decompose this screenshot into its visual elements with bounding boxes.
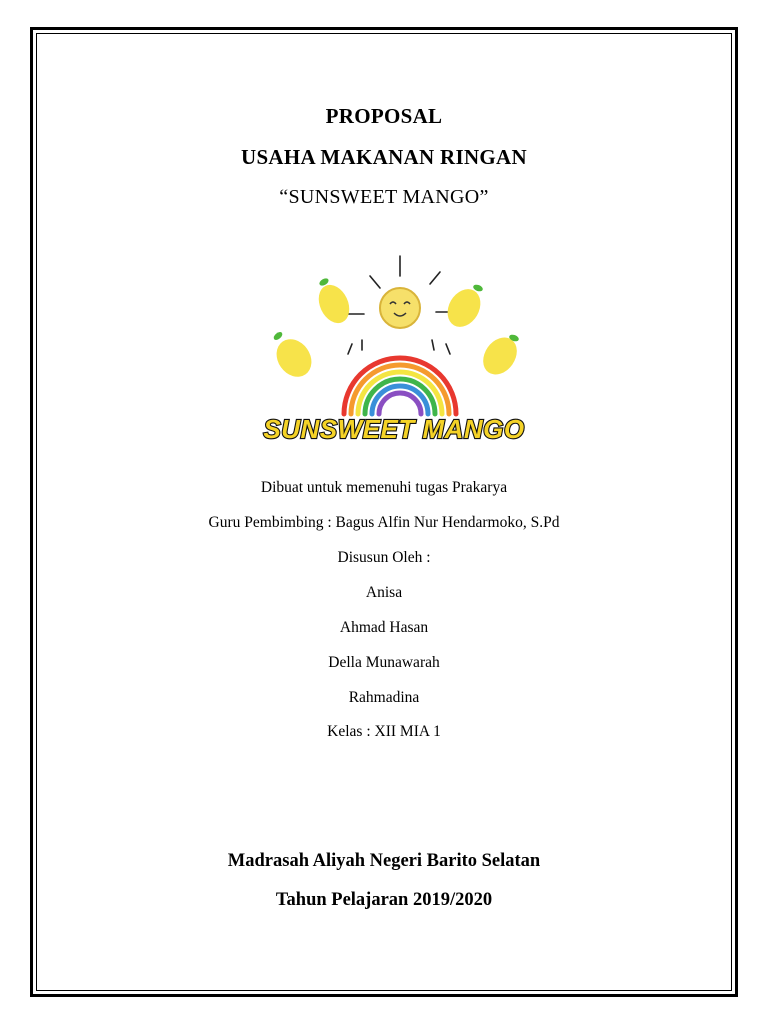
author-name: Rahmadina [348, 689, 420, 706]
class-text: Kelas : XII MIA 1 [327, 723, 441, 740]
sun-face-icon [380, 288, 420, 328]
mango-icon-bottom-left [269, 330, 318, 383]
compiled-by-label: Disusun Oleh : [337, 549, 431, 566]
mango-icon-top-right [441, 283, 487, 333]
page-border-inner [36, 33, 732, 991]
logo-wordmark: SUNSWEET MANGO [263, 414, 525, 444]
author-name: Della Munawarah [328, 654, 440, 671]
sunsweet-mango-logo [252, 246, 536, 466]
rainbow-icon [344, 358, 456, 414]
purpose-text: Dibuat untuk memenuhi tugas Prakarya [260, 479, 508, 496]
academic-year: Tahun Pelajaran 2019/2020 [275, 890, 493, 910]
author-name: Anisa [365, 584, 403, 601]
document-subtitle: USAHA MAKANAN RINGAN [240, 145, 527, 169]
mango-icon-bottom-right [476, 331, 524, 381]
product-name: “SUNSWEET MANGO” [279, 186, 489, 208]
mango-icon-top-left [313, 277, 355, 328]
teacher-text: Guru Pembimbing : Bagus Alfin Nur Hendarmoko, S.Pd [208, 514, 560, 531]
school-name: Madrasah Aliyah Negeri Barito Selatan [227, 851, 541, 871]
document-title: PROPOSAL [325, 104, 443, 128]
spark-marks-icon [348, 340, 450, 354]
author-name: Ahmad Hasan [339, 619, 429, 636]
